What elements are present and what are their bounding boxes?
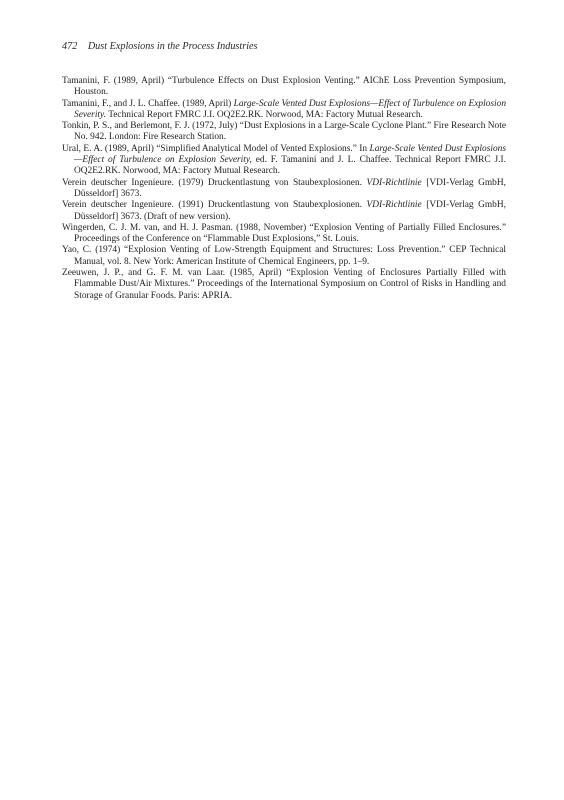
reference-text: Zeeuwen, J. P., and G. F. M. van Laar. (1985, April) “Explosion Venting of Enclosures Partially Filled with Flammable Dust/Air Mixtures.” Proceedings of the International Symposium on Control of Risks in Handling and Storage of Granular Foods. Paris: APRIA.	[62, 268, 506, 301]
reference-text: Wingerden, C. J. M. van, and H. J. Pasman. (1988, November) “Explosion Venting of Partially Filled Enclosures.” Proceedings of the Conference on “Flammable Dust Explosions,” St. Louis.	[62, 222, 506, 245]
reference-item	[62, 99, 506, 122]
reference-text-continued: [VDI-Verlag GmbH, Düsseldorf] 3673.	[74, 177, 506, 199]
reference-item	[62, 121, 506, 144]
reference-item	[62, 200, 506, 223]
reference-italic-title: VDI-Richtlinie	[366, 177, 422, 188]
reference-italic-title: Large-Scale Vented Dust Explosions—Effect of Turbulence on Explosion Severity,	[74, 143, 506, 166]
reference-text: Tamanini, F. (1989, April) “Turbulence Effects on Dust Explosion Venting.” AIChE Loss Prevention Symposium, Houston.	[62, 76, 506, 98]
reference-item	[62, 245, 506, 268]
reference-item	[62, 76, 506, 99]
reference-text-continued: Technical Report FMRC J.I. OQ2E2.RK. Norwood, MA: Factory Mutual Research.	[106, 109, 423, 120]
reference-text: Tamanini, F., and J. L. Chaffee. (1989, April)	[62, 98, 234, 109]
reference-italic-title: Large-Scale Vented Dust Explosions—Effect of Turbulence on Explosion Severity.	[74, 98, 507, 120]
reference-italic-title: VDI-Richtlinie	[366, 200, 422, 211]
reference-list	[62, 76, 506, 302]
reference-text: Verein deutscher Ingenieure. (1979) Druckentlastung von Staubexplosionen.	[62, 177, 367, 188]
reference-item	[62, 223, 506, 246]
reference-item	[62, 144, 506, 178]
page-number: 472	[62, 41, 78, 52]
reference-item	[62, 178, 506, 201]
reference-text: Tonkin, P. S., and Berlemont, F. J. (1972, July) “Dust Explosions in a Large-Scale Cyclone Plant.” Fire Research Note No. 942. London: Fire Research Station.	[62, 121, 506, 143]
reference-item	[62, 268, 506, 302]
running-head	[62, 41, 258, 52]
reference-text: Ural, E. A. (1989, April) “Simplified Analytical Model of Vented Explosions.” In	[62, 143, 370, 154]
reference-text-continued: [VDI-Verlag GmbH, Düsseldorf] 3673. (Draft of new version).	[74, 200, 506, 222]
reference-text: Yao, C. (1974) “Explosion Venting of Low-Strength Equipment and Structures: Loss Prevention.” CEP Technical Manual, vol. 8. New York: American Institute of Chemical Engineers, pp. 1–9.	[62, 245, 506, 267]
reference-text-continued: ed. F. Tamanini and J. L. Chaffee. Technical Report FMRC J.I. OQ2E2.RK. Norwood, MA: Factory Mutual Research.	[74, 155, 506, 177]
reference-text: Verein deutscher Ingenieure. (1991) Druckentlastung von Staubexplosionen.	[62, 200, 367, 211]
book-title: Dust Explosions in the Process Industries	[87, 41, 258, 52]
